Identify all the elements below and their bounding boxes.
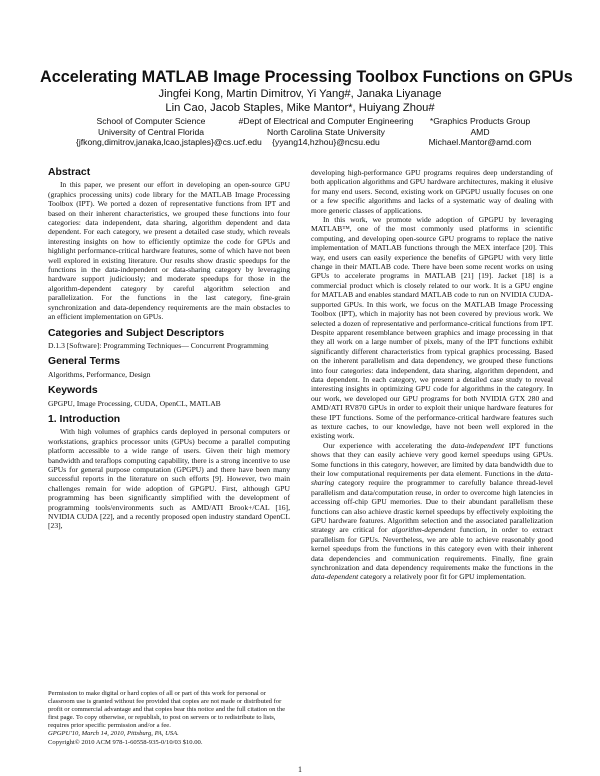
copyright-line: Copyright© 2010 ACM 978-1-60558-935-0/10/03 $10.00. [48, 738, 203, 746]
paper-title: Accelerating MATLAB Image Processing Toolbox Functions on GPUs [40, 68, 573, 86]
introduction-heading: 1. Introduction [48, 413, 121, 425]
permission-notice: Permission to make digital or hard copies of all or part of this work for personal or classroom use is granted without fee provided that copies are not made or distributed for profit or commercial advantage and that copies bear this notice and the full citation on the first page. To copy otherwise, or republish, to post on servers or to redistribute to lists, requires prior specific permission and/or a fee. [48, 690, 286, 730]
intro-paragraph-categories: Our experience with accelerating the data-independent IPT functions shows that they can easily achieve very good kernel speedups using GPUs. Some functions in this category, however, are limited by data bandwidth due to their low computational requirements per data element. Functions in the data-sharing category require the programmer to carefully balance thread-level parallelism and data/computation reuse, in order to overcome high latencies in accessing off-chip GPU memories. Due to their abundant parallelism these functions can also achieve drastic kernel speedups by effectively exploiting the GPU hardware features. Algorithm selection and the associated parallelization strategy are critical for algorithm-dependent function, in order to extract parallelism for GPUs. Nevertheless, we are able to achieve reasonably good kernel speedups from the functions in this category even with their inherent data dependencies and communication requirements. Finally, fine grain synchronization and data dependency requirements make the functions in the data-dependent category a relatively poor fit for GPU implementation. [311, 440, 553, 582]
keywords-heading: Keywords [48, 385, 98, 397]
affiliation-org: University of Central Florida [97, 126, 205, 137]
right-column [311, 168, 553, 582]
venue-line: GPGPU'10, March 14, 2010, Pittsburg, PA, USA. [48, 730, 179, 738]
affiliation-ncsu [236, 116, 416, 148]
affiliation-name: *Graphics Products Group [429, 116, 531, 126]
affiliation-amd [410, 116, 550, 148]
copyright-footnote [48, 690, 290, 747]
authors-line-2: Lin Cao, Jacob Staples, Mike Mantor*, Huiyang Zhou# [165, 102, 435, 114]
categories-heading: Categories and Subject Descriptors [48, 327, 225, 339]
general-terms-text: Algorithms, Performance, Design [48, 369, 151, 379]
affiliation-name: School of Computer Science [96, 116, 206, 126]
affiliation-email: {yyang14,hzhou}@ncsu.edu [272, 137, 380, 148]
intro-continued-paragraph: developing high-performance GPU programs requires deep understanding of both application algorithms and GPU hardware architectures, making it elusive for many end users. Second, existing work on GPGPU usually focuses on one or a few specific algorithms and lacks of a systematic way of dealing with more generic classes of applications. [311, 168, 553, 215]
affiliation-org: AMD [470, 126, 490, 137]
introduction-text: With high volumes of graphics cards deployed in personal computers or workstations, graphics processor units (GPUs) become a parallel computing platform accessible to a wide range of users. Given their high memory bandwidth and teraflops computing capability, there is a strong incentive to use GPUs for general purpose computation (GPGPU) and there have been many successful reports in the literature on such efforts [9]. However, two main challenges remain for wide adoption of GPGPU. First, although GPU programming has been significantly simplified with the development of programming tools/environments such as AMD/ATI Brook+/CAL [16], NVIDIA CUDA [22], and a recently proposed open industry standard OpenCL [23], [48, 427, 290, 531]
page-number: 1 [298, 765, 302, 774]
general-terms-heading: General Terms [48, 356, 120, 368]
left-column [48, 168, 290, 531]
affiliation-org: North Carolina State University [267, 126, 385, 137]
keywords-text: GPGPU, Image Processing, CUDA, OpenCL, MATLAB [48, 398, 221, 408]
abstract-text: In this paper, we present our effort in developing an open-source GPU (graphics processing units) code library for the MATLAB Image Processing Toolbox (IPT). We ported a dozen of representative functions from IPT and based on their inherent characteristics, we grouped these functions into four categories: data independent, data sharing, algorithm dependent and data dependent. For each category, we present a detailed case study, which reveals interesting insights on how to efficiently optimize the code for GPUs and highlight performance-critical hardware features, some of which have not been well explored in existing literature. Our results show drastic speedups for the functions in the data-independent or data-sharing category by leveraging hardware support judiciously; and moderate speedups for those in the algorithm-dependent category by careful algorithm selection and parallelization. For the functions in the last category, fine-grain synchronization and data-dependency requirements are the main obstacles to an efficient implementation on GPUs. [48, 180, 290, 322]
affiliation-email: Michael.Mantor@amd.com [428, 137, 532, 148]
affiliation-email: {jfkong,dimitrov,janaka,lcao,jstaples}@cs.ucf.edu [76, 137, 262, 148]
intro-paragraph-matlab: In this work, we promote wide adoption of GPGPU by leveraging MATLAB™, one of the most commonly used platforms in scientific computing, and developing open-source GPU programs to replace the native implementation of MATLAB functions through the MEX interface [20]. This way, end users can easily experience the benefits of GPGPU with very little change in their MATLAB code. There have been some recent works on using GPUs to accelerate programs in MATLAB [21] [19]. Jacket [18] is a commercial product which is closely related to our work. It is a GPU engine for MATLAB and enables standard MATLAB code to run on NVIDIA CUDA-supported GPUs. In this work, we focus on the MATLAB Image Processing Toolbox (IPT), which in majority has not been covered by previous work. We selected a dozen of representative and performance-critical functions from IPT. Despite apparent resemblance between graphics and image processing in that they all work on a large number of pixels, many of the IPT functions exhibit significantly different characteristics from typical graphics processing. Based on the inherent parallelism and data dependency, we grouped these functions into four categories: data independent, data sharing, algorithm dependent, and data dependent. In each category, we present a detailed case study to reveal interesting insights in optimizing GPU code for algorithms in the category. In our work, we developed our GPU programs for both NVIDIA GTX 280 and AMD/ATI RV870 GPUs in order to exploit their unique hardware features for these IPT functions. Some of the performance-critical hardware features such as texture caches, to our knowledge, have not been well explored in the existing work. [311, 215, 553, 441]
abstract-heading: Abstract [48, 167, 91, 178]
categories-text: D.1.3 [Software]: Programming Techniques— Concurrent Programming [48, 340, 269, 350]
affiliation-name: #Dept of Electrical and Computer Engineering [238, 116, 414, 126]
authors-line-1: Jingfei Kong, Martin Dimitrov, Yi Yang#, Janaka Liyanage [158, 88, 442, 100]
affiliation-ucf [76, 116, 262, 148]
